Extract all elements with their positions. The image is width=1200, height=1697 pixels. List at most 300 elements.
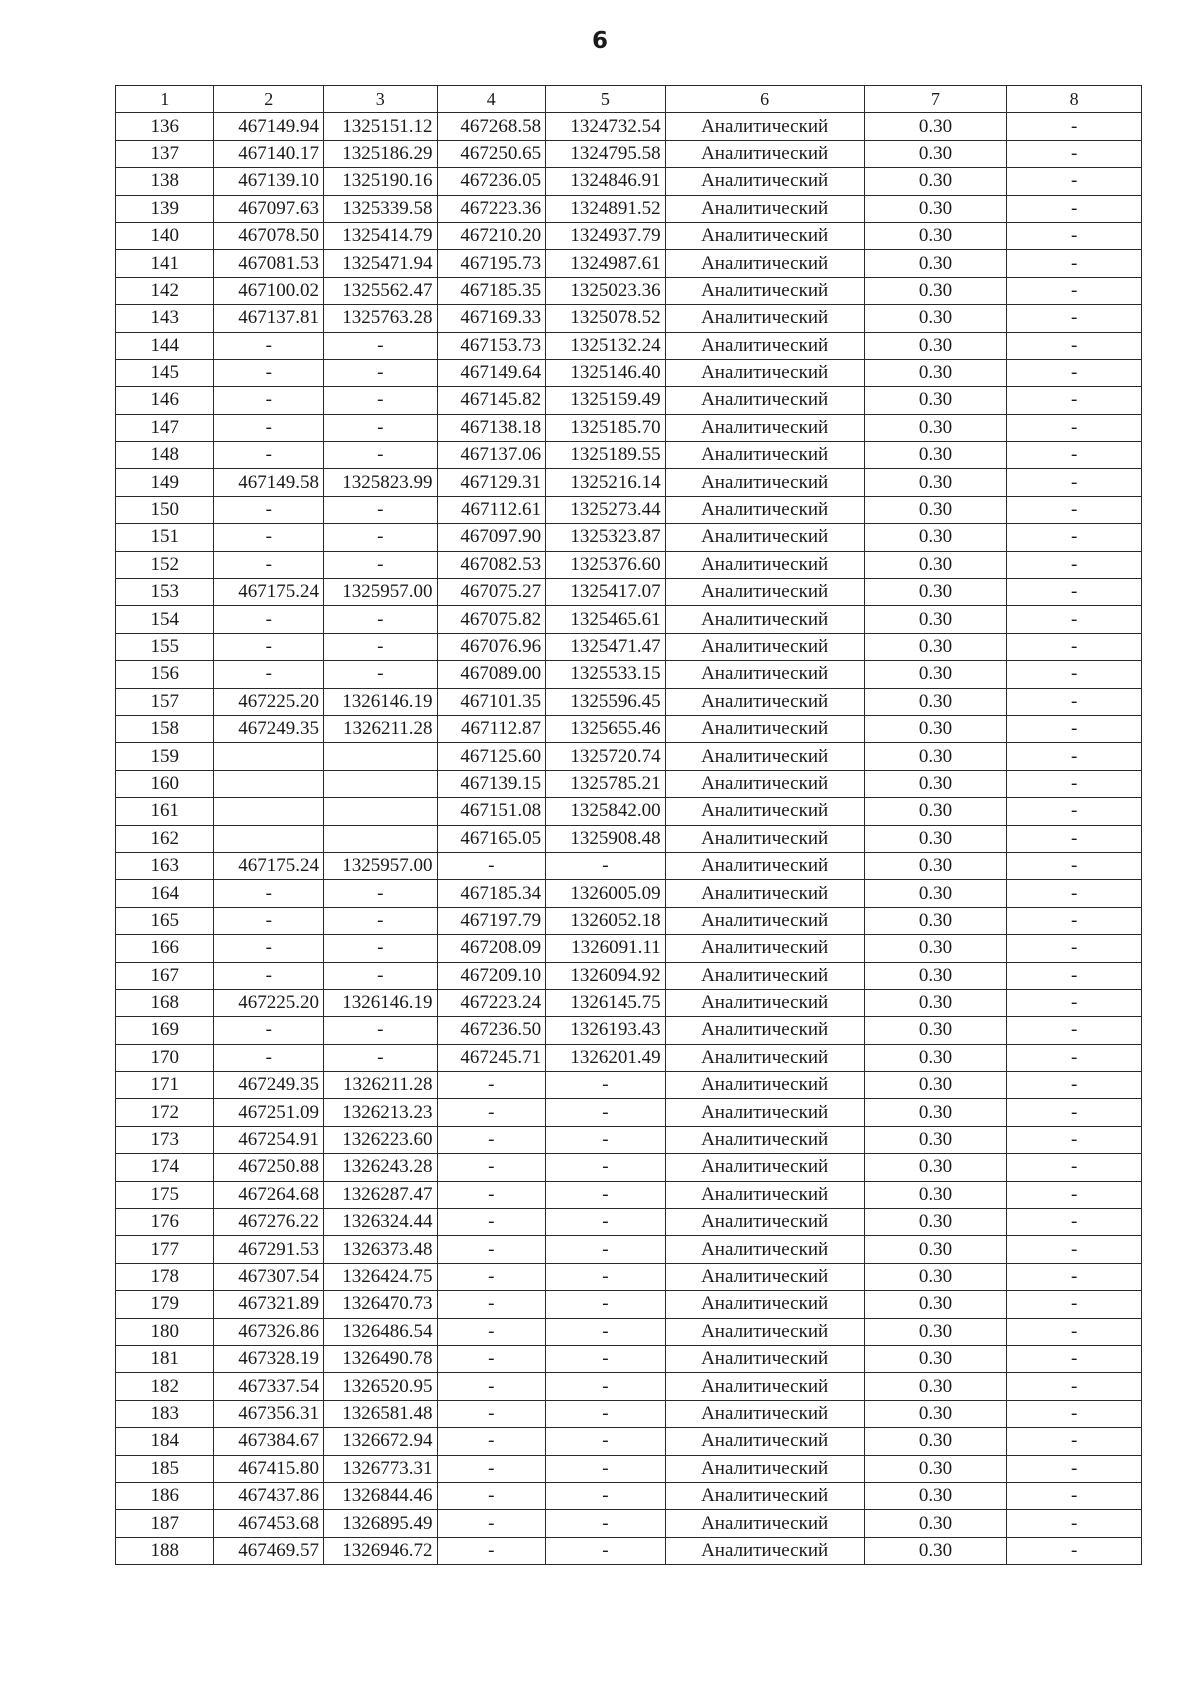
note-cell: - bbox=[1007, 1209, 1142, 1236]
point-number-cell: 183 bbox=[116, 1400, 214, 1427]
point-number-cell: 141 bbox=[116, 250, 214, 277]
point-number-cell: 153 bbox=[116, 579, 214, 606]
table-row bbox=[116, 195, 1142, 222]
x-old-cell: 467140.17 bbox=[214, 140, 324, 167]
accuracy-cell: 0.30 bbox=[864, 1154, 1007, 1181]
y-new-cell: 1325273.44 bbox=[546, 496, 666, 523]
coordinates-table bbox=[115, 85, 1142, 1565]
note-cell: - bbox=[1007, 195, 1142, 222]
table-row bbox=[116, 661, 1142, 688]
x-old-cell: - bbox=[214, 442, 324, 469]
point-number-cell: 174 bbox=[116, 1154, 214, 1181]
method-cell: Аналитический bbox=[665, 1428, 864, 1455]
y-new-cell: - bbox=[546, 1428, 666, 1455]
table-row bbox=[116, 414, 1142, 441]
x-old-cell: 467100.02 bbox=[214, 277, 324, 304]
y-old-cell: - bbox=[324, 387, 438, 414]
x-old-cell: 467469.57 bbox=[214, 1537, 324, 1564]
y-new-cell: 1325785.21 bbox=[546, 770, 666, 797]
point-number-cell: 152 bbox=[116, 551, 214, 578]
method-cell: Аналитический bbox=[665, 524, 864, 551]
accuracy-cell: 0.30 bbox=[864, 414, 1007, 441]
x-old-cell: - bbox=[214, 1044, 324, 1071]
y-new-cell: - bbox=[546, 1345, 666, 1372]
accuracy-cell: 0.30 bbox=[864, 880, 1007, 907]
x-new-cell: 467185.35 bbox=[437, 277, 546, 304]
x-old-cell: - bbox=[214, 962, 324, 989]
table-row bbox=[116, 1263, 1142, 1290]
accuracy-cell: 0.30 bbox=[864, 1291, 1007, 1318]
y-new-cell: 1324987.61 bbox=[546, 250, 666, 277]
note-cell: - bbox=[1007, 1482, 1142, 1509]
x-old-cell: 467249.35 bbox=[214, 715, 324, 742]
y-old-cell: 1325339.58 bbox=[324, 195, 438, 222]
x-new-cell: - bbox=[437, 1510, 546, 1537]
accuracy-cell: 0.30 bbox=[864, 524, 1007, 551]
x-old-cell: 467149.58 bbox=[214, 469, 324, 496]
x-new-cell: 467195.73 bbox=[437, 250, 546, 277]
header-cell: 6 bbox=[665, 86, 864, 113]
method-cell: Аналитический bbox=[665, 1400, 864, 1427]
note-cell: - bbox=[1007, 1345, 1142, 1372]
x-old-cell: 467249.35 bbox=[214, 1072, 324, 1099]
note-cell: - bbox=[1007, 962, 1142, 989]
x-old-cell: 467254.91 bbox=[214, 1126, 324, 1153]
accuracy-cell: 0.30 bbox=[864, 661, 1007, 688]
x-old-cell: - bbox=[214, 907, 324, 934]
method-cell: Аналитический bbox=[665, 414, 864, 441]
y-old-cell: - bbox=[324, 935, 438, 962]
x-new-cell: 467137.06 bbox=[437, 442, 546, 469]
y-old-cell: - bbox=[324, 496, 438, 523]
method-cell: Аналитический bbox=[665, 852, 864, 879]
y-new-cell: 1325146.40 bbox=[546, 359, 666, 386]
x-old-cell: - bbox=[214, 359, 324, 386]
note-cell: - bbox=[1007, 1400, 1142, 1427]
x-old-cell: - bbox=[214, 1017, 324, 1044]
x-old-cell: 467175.24 bbox=[214, 579, 324, 606]
x-new-cell: - bbox=[437, 852, 546, 879]
note-cell: - bbox=[1007, 1236, 1142, 1263]
accuracy-cell: 0.30 bbox=[864, 1318, 1007, 1345]
y-old-cell: 1326373.48 bbox=[324, 1236, 438, 1263]
note-cell: - bbox=[1007, 633, 1142, 660]
y-new-cell: - bbox=[546, 1154, 666, 1181]
method-cell: Аналитический bbox=[665, 387, 864, 414]
x-new-cell: 467209.10 bbox=[437, 962, 546, 989]
table-row bbox=[116, 1181, 1142, 1208]
accuracy-cell: 0.30 bbox=[864, 1126, 1007, 1153]
accuracy-cell: 0.30 bbox=[864, 1263, 1007, 1290]
table-row bbox=[116, 113, 1142, 140]
y-new-cell: 1325471.47 bbox=[546, 633, 666, 660]
x-old-cell: - bbox=[214, 935, 324, 962]
x-old-cell: 467264.68 bbox=[214, 1181, 324, 1208]
accuracy-cell: 0.30 bbox=[864, 770, 1007, 797]
y-old-cell: 1326470.73 bbox=[324, 1291, 438, 1318]
table-row bbox=[116, 1126, 1142, 1153]
x-old-cell: 467415.80 bbox=[214, 1455, 324, 1482]
method-cell: Аналитический bbox=[665, 1044, 864, 1071]
method-cell: Аналитический bbox=[665, 770, 864, 797]
point-number-cell: 157 bbox=[116, 688, 214, 715]
table-row bbox=[116, 1428, 1142, 1455]
table-row bbox=[116, 277, 1142, 304]
accuracy-cell: 0.30 bbox=[864, 579, 1007, 606]
y-old-cell: - bbox=[324, 524, 438, 551]
y-old-cell: 1326520.95 bbox=[324, 1373, 438, 1400]
table-row bbox=[116, 743, 1142, 770]
method-cell: Аналитический bbox=[665, 880, 864, 907]
y-new-cell: - bbox=[546, 1099, 666, 1126]
note-cell: - bbox=[1007, 359, 1142, 386]
note-cell: - bbox=[1007, 852, 1142, 879]
point-number-cell: 161 bbox=[116, 798, 214, 825]
y-old-cell: 1326424.75 bbox=[324, 1263, 438, 1290]
x-old-cell bbox=[214, 770, 324, 797]
note-cell: - bbox=[1007, 1044, 1142, 1071]
header-cell: 3 bbox=[324, 86, 438, 113]
point-number-cell: 179 bbox=[116, 1291, 214, 1318]
accuracy-cell: 0.30 bbox=[864, 387, 1007, 414]
x-old-cell: 467175.24 bbox=[214, 852, 324, 879]
y-new-cell: 1325323.87 bbox=[546, 524, 666, 551]
x-old-cell: - bbox=[214, 414, 324, 441]
x-old-cell: 467225.20 bbox=[214, 688, 324, 715]
x-old-cell: 467276.22 bbox=[214, 1209, 324, 1236]
y-old-cell: 1326490.78 bbox=[324, 1345, 438, 1372]
y-old-cell: - bbox=[324, 332, 438, 359]
x-new-cell: 467223.24 bbox=[437, 989, 546, 1016]
table-row bbox=[116, 852, 1142, 879]
table-row bbox=[116, 387, 1142, 414]
point-number-cell: 171 bbox=[116, 1072, 214, 1099]
x-new-cell: 467097.90 bbox=[437, 524, 546, 551]
table-row bbox=[116, 551, 1142, 578]
note-cell: - bbox=[1007, 1181, 1142, 1208]
y-new-cell: - bbox=[546, 1209, 666, 1236]
x-old-cell: 467078.50 bbox=[214, 222, 324, 249]
x-new-cell: 467075.82 bbox=[437, 606, 546, 633]
note-cell: - bbox=[1007, 551, 1142, 578]
y-old-cell bbox=[324, 825, 438, 852]
x-new-cell: - bbox=[437, 1154, 546, 1181]
y-new-cell: 1324732.54 bbox=[546, 113, 666, 140]
note-cell: - bbox=[1007, 332, 1142, 359]
y-old-cell: - bbox=[324, 551, 438, 578]
table-row bbox=[116, 1044, 1142, 1071]
y-old-cell: 1325957.00 bbox=[324, 579, 438, 606]
y-new-cell: 1325023.36 bbox=[546, 277, 666, 304]
point-number-cell: 184 bbox=[116, 1428, 214, 1455]
x-new-cell: 467210.20 bbox=[437, 222, 546, 249]
accuracy-cell: 0.30 bbox=[864, 1181, 1007, 1208]
point-number-cell: 140 bbox=[116, 222, 214, 249]
method-cell: Аналитический bbox=[665, 1236, 864, 1263]
table-row bbox=[116, 1482, 1142, 1509]
y-new-cell: 1324937.79 bbox=[546, 222, 666, 249]
point-number-cell: 138 bbox=[116, 168, 214, 195]
x-new-cell: 467236.05 bbox=[437, 168, 546, 195]
table-row bbox=[116, 1318, 1142, 1345]
x-new-cell: - bbox=[437, 1209, 546, 1236]
method-cell: Аналитический bbox=[665, 743, 864, 770]
y-old-cell: 1325190.16 bbox=[324, 168, 438, 195]
y-old-cell: - bbox=[324, 633, 438, 660]
y-new-cell: 1325720.74 bbox=[546, 743, 666, 770]
x-old-cell: - bbox=[214, 524, 324, 551]
y-old-cell: 1326672.94 bbox=[324, 1428, 438, 1455]
y-old-cell: 1325414.79 bbox=[324, 222, 438, 249]
point-number-cell: 146 bbox=[116, 387, 214, 414]
y-old-cell: - bbox=[324, 880, 438, 907]
table-row bbox=[116, 168, 1142, 195]
accuracy-cell: 0.30 bbox=[864, 1044, 1007, 1071]
x-old-cell: 467328.19 bbox=[214, 1345, 324, 1372]
table-row bbox=[116, 332, 1142, 359]
y-new-cell: 1325655.46 bbox=[546, 715, 666, 742]
accuracy-cell: 0.30 bbox=[864, 250, 1007, 277]
point-number-cell: 137 bbox=[116, 140, 214, 167]
point-number-cell: 158 bbox=[116, 715, 214, 742]
note-cell: - bbox=[1007, 1428, 1142, 1455]
y-old-cell: 1325471.94 bbox=[324, 250, 438, 277]
y-new-cell: - bbox=[546, 1537, 666, 1564]
y-new-cell: 1326201.49 bbox=[546, 1044, 666, 1071]
x-old-cell: - bbox=[214, 332, 324, 359]
table-row bbox=[116, 305, 1142, 332]
method-cell: Аналитический bbox=[665, 1318, 864, 1345]
accuracy-cell: 0.30 bbox=[864, 1373, 1007, 1400]
y-new-cell: 1325132.24 bbox=[546, 332, 666, 359]
method-cell: Аналитический bbox=[665, 332, 864, 359]
y-new-cell: 1326091.11 bbox=[546, 935, 666, 962]
y-new-cell: 1324891.52 bbox=[546, 195, 666, 222]
note-cell: - bbox=[1007, 469, 1142, 496]
table-row bbox=[116, 442, 1142, 469]
table-row bbox=[116, 222, 1142, 249]
y-new-cell: 1326193.43 bbox=[546, 1017, 666, 1044]
table-header-row bbox=[116, 86, 1142, 113]
accuracy-cell: 0.30 bbox=[864, 359, 1007, 386]
accuracy-cell: 0.30 bbox=[864, 852, 1007, 879]
table-row bbox=[116, 469, 1142, 496]
x-old-cell: - bbox=[214, 606, 324, 633]
note-cell: - bbox=[1007, 1318, 1142, 1345]
table-row bbox=[116, 688, 1142, 715]
table-body bbox=[116, 113, 1142, 1565]
x-old-cell: 467097.63 bbox=[214, 195, 324, 222]
header-cell: 1 bbox=[116, 86, 214, 113]
note-cell: - bbox=[1007, 743, 1142, 770]
x-new-cell: 467149.64 bbox=[437, 359, 546, 386]
point-number-cell: 182 bbox=[116, 1373, 214, 1400]
x-new-cell: - bbox=[437, 1345, 546, 1372]
y-old-cell: - bbox=[324, 606, 438, 633]
x-old-cell bbox=[214, 743, 324, 770]
x-new-cell: 467101.35 bbox=[437, 688, 546, 715]
y-new-cell: 1325376.60 bbox=[546, 551, 666, 578]
x-old-cell: 467139.10 bbox=[214, 168, 324, 195]
x-old-cell: 467321.89 bbox=[214, 1291, 324, 1318]
accuracy-cell: 0.30 bbox=[864, 798, 1007, 825]
method-cell: Аналитический bbox=[665, 277, 864, 304]
note-cell: - bbox=[1007, 1099, 1142, 1126]
method-cell: Аналитический bbox=[665, 715, 864, 742]
note-cell: - bbox=[1007, 1263, 1142, 1290]
accuracy-cell: 0.30 bbox=[864, 606, 1007, 633]
note-cell: - bbox=[1007, 305, 1142, 332]
note-cell: - bbox=[1007, 880, 1142, 907]
accuracy-cell: 0.30 bbox=[864, 1400, 1007, 1427]
x-new-cell: 467250.65 bbox=[437, 140, 546, 167]
method-cell: Аналитический bbox=[665, 1181, 864, 1208]
table-row bbox=[116, 606, 1142, 633]
y-old-cell: 1326581.48 bbox=[324, 1400, 438, 1427]
method-cell: Аналитический bbox=[665, 825, 864, 852]
method-cell: Аналитический bbox=[665, 496, 864, 523]
y-old-cell: - bbox=[324, 907, 438, 934]
point-number-cell: 175 bbox=[116, 1181, 214, 1208]
table-row bbox=[116, 1510, 1142, 1537]
table-row bbox=[116, 579, 1142, 606]
y-new-cell: 1325078.52 bbox=[546, 305, 666, 332]
x-new-cell: 467165.05 bbox=[437, 825, 546, 852]
point-number-cell: 155 bbox=[116, 633, 214, 660]
point-number-cell: 150 bbox=[116, 496, 214, 523]
x-new-cell: - bbox=[437, 1428, 546, 1455]
y-new-cell: - bbox=[546, 1181, 666, 1208]
x-old-cell: 467291.53 bbox=[214, 1236, 324, 1263]
x-new-cell: - bbox=[437, 1373, 546, 1400]
y-new-cell: 1325842.00 bbox=[546, 798, 666, 825]
y-old-cell: 1325957.00 bbox=[324, 852, 438, 879]
accuracy-cell: 0.30 bbox=[864, 222, 1007, 249]
accuracy-cell: 0.30 bbox=[864, 907, 1007, 934]
x-new-cell: 467138.18 bbox=[437, 414, 546, 441]
table-row bbox=[116, 1099, 1142, 1126]
point-number-cell: 168 bbox=[116, 989, 214, 1016]
y-new-cell: 1324795.58 bbox=[546, 140, 666, 167]
point-number-cell: 149 bbox=[116, 469, 214, 496]
note-cell: - bbox=[1007, 277, 1142, 304]
y-new-cell: 1325417.07 bbox=[546, 579, 666, 606]
y-old-cell: 1326895.49 bbox=[324, 1510, 438, 1537]
note-cell: - bbox=[1007, 1154, 1142, 1181]
x-old-cell: 467384.67 bbox=[214, 1428, 324, 1455]
accuracy-cell: 0.30 bbox=[864, 442, 1007, 469]
table-row bbox=[116, 524, 1142, 551]
table-row bbox=[116, 880, 1142, 907]
accuracy-cell: 0.30 bbox=[864, 496, 1007, 523]
x-old-cell: - bbox=[214, 633, 324, 660]
method-cell: Аналитический bbox=[665, 1345, 864, 1372]
method-cell: Аналитический bbox=[665, 305, 864, 332]
accuracy-cell: 0.30 bbox=[864, 1455, 1007, 1482]
accuracy-cell: 0.30 bbox=[864, 1072, 1007, 1099]
table-row bbox=[116, 1373, 1142, 1400]
method-cell: Аналитический bbox=[665, 250, 864, 277]
x-old-cell bbox=[214, 825, 324, 852]
y-new-cell: 1326052.18 bbox=[546, 907, 666, 934]
y-old-cell: 1326213.23 bbox=[324, 1099, 438, 1126]
header-cell: 7 bbox=[864, 86, 1007, 113]
accuracy-cell: 0.30 bbox=[864, 1537, 1007, 1564]
x-new-cell: 467223.36 bbox=[437, 195, 546, 222]
table-row bbox=[116, 250, 1142, 277]
method-cell: Аналитический bbox=[665, 1263, 864, 1290]
note-cell: - bbox=[1007, 1072, 1142, 1099]
x-new-cell: 467125.60 bbox=[437, 743, 546, 770]
method-cell: Аналитический bbox=[665, 1537, 864, 1564]
y-old-cell: 1326844.46 bbox=[324, 1482, 438, 1509]
x-new-cell: 467075.27 bbox=[437, 579, 546, 606]
x-old-cell: 467453.68 bbox=[214, 1510, 324, 1537]
method-cell: Аналитический bbox=[665, 1291, 864, 1318]
y-new-cell: - bbox=[546, 1236, 666, 1263]
accuracy-cell: 0.30 bbox=[864, 1236, 1007, 1263]
method-cell: Аналитический bbox=[665, 907, 864, 934]
point-number-cell: 148 bbox=[116, 442, 214, 469]
y-old-cell: 1326287.47 bbox=[324, 1181, 438, 1208]
point-number-cell: 169 bbox=[116, 1017, 214, 1044]
point-number-cell: 170 bbox=[116, 1044, 214, 1071]
method-cell: Аналитический bbox=[665, 168, 864, 195]
x-new-cell: - bbox=[437, 1482, 546, 1509]
point-number-cell: 180 bbox=[116, 1318, 214, 1345]
x-old-cell: - bbox=[214, 880, 324, 907]
method-cell: Аналитический bbox=[665, 222, 864, 249]
x-new-cell: 467197.79 bbox=[437, 907, 546, 934]
point-number-cell: 165 bbox=[116, 907, 214, 934]
table-row bbox=[116, 798, 1142, 825]
y-new-cell: 1324846.91 bbox=[546, 168, 666, 195]
x-new-cell: 467245.71 bbox=[437, 1044, 546, 1071]
note-cell: - bbox=[1007, 1017, 1142, 1044]
table-row bbox=[116, 1154, 1142, 1181]
note-cell: - bbox=[1007, 770, 1142, 797]
y-old-cell: 1326211.28 bbox=[324, 715, 438, 742]
accuracy-cell: 0.30 bbox=[864, 195, 1007, 222]
note-cell: - bbox=[1007, 387, 1142, 414]
x-old-cell: - bbox=[214, 496, 324, 523]
x-new-cell: 467089.00 bbox=[437, 661, 546, 688]
table-row bbox=[116, 1400, 1142, 1427]
x-new-cell: 467185.34 bbox=[437, 880, 546, 907]
note-cell: - bbox=[1007, 1373, 1142, 1400]
point-number-cell: 154 bbox=[116, 606, 214, 633]
y-old-cell: 1325823.99 bbox=[324, 469, 438, 496]
note-cell: - bbox=[1007, 1455, 1142, 1482]
y-new-cell: 1325465.61 bbox=[546, 606, 666, 633]
table-row bbox=[116, 633, 1142, 660]
x-old-cell: 467250.88 bbox=[214, 1154, 324, 1181]
point-number-cell: 173 bbox=[116, 1126, 214, 1153]
point-number-cell: 176 bbox=[116, 1209, 214, 1236]
y-new-cell: 1326145.75 bbox=[546, 989, 666, 1016]
accuracy-cell: 0.30 bbox=[864, 935, 1007, 962]
y-old-cell: - bbox=[324, 414, 438, 441]
y-new-cell: 1325533.15 bbox=[546, 661, 666, 688]
x-old-cell: 467337.54 bbox=[214, 1373, 324, 1400]
x-old-cell: 467326.86 bbox=[214, 1318, 324, 1345]
x-new-cell: 467082.53 bbox=[437, 551, 546, 578]
y-new-cell: 1325185.70 bbox=[546, 414, 666, 441]
point-number-cell: 166 bbox=[116, 935, 214, 962]
accuracy-cell: 0.30 bbox=[864, 140, 1007, 167]
method-cell: Аналитический bbox=[665, 195, 864, 222]
point-number-cell: 185 bbox=[116, 1455, 214, 1482]
